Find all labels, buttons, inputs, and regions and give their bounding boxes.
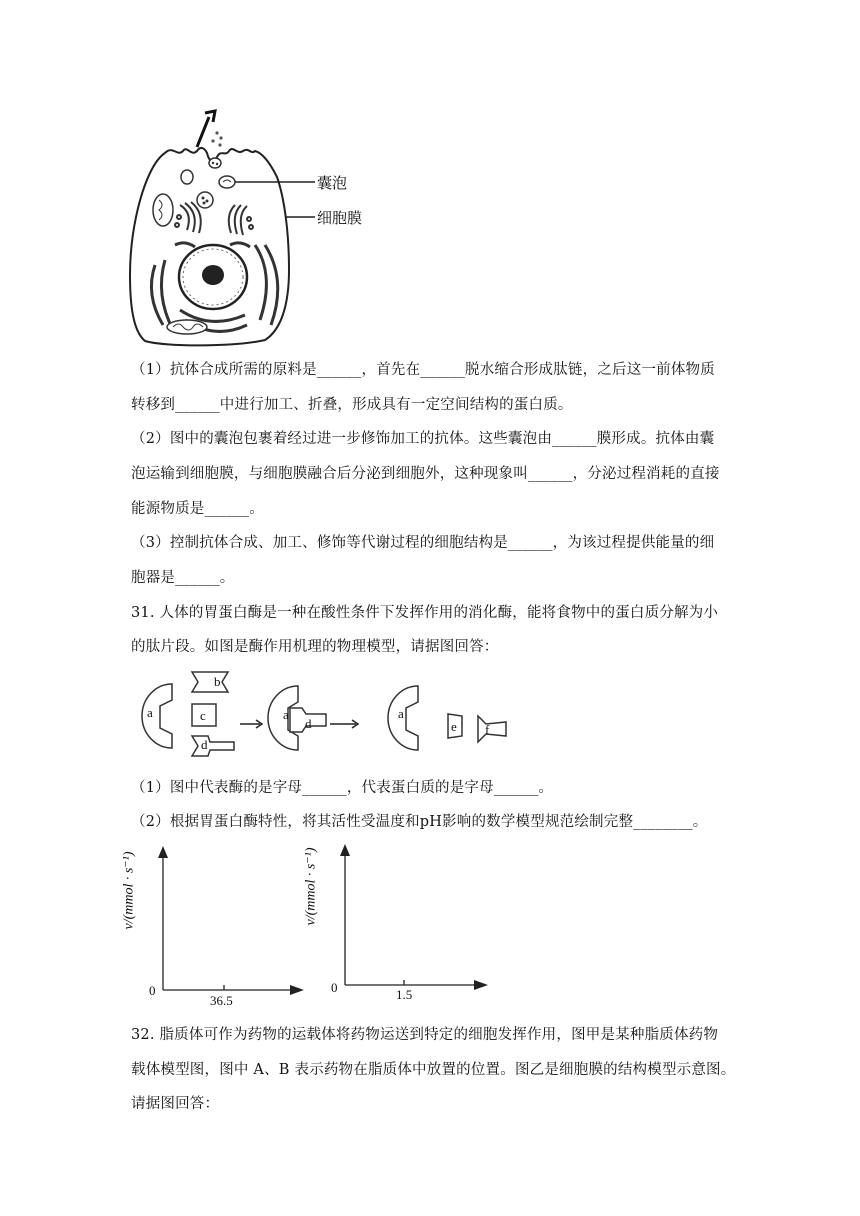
substrate-b-shape (192, 672, 228, 692)
graph-temperature-axes (140, 842, 310, 1002)
model-label-e: e (451, 719, 457, 734)
model-label-a3: a (398, 706, 404, 721)
q32-stem-line3: 请据图回答： (131, 1096, 220, 1112)
q31-sub1: （1）图中代表酶的是字母______，代表蛋白质的是字母______。 (131, 780, 554, 796)
q32-stem-line2: 载体模型图，图中 A、B 表示药物在脂质体中放置的位置。图乙是细胞膜的结构模型示意图。 (131, 1062, 736, 1078)
q30-part1-line2: 转移到______中进行加工、折叠，形成具有一定空间结构的蛋白质。 (131, 397, 573, 413)
q30-part2-line2: 泡运输到细胞膜，与细胞膜融合后分泌到细胞外，这种现象叫______，分泌过程消耗的直接 (131, 466, 720, 482)
graph2-y-label: v/(mmol · s⁻¹) (303, 847, 319, 926)
q30-part3-line2: 胞器是______。 (131, 570, 235, 586)
product-f-shape (478, 716, 506, 742)
graph1-y-label: v/(mmol · s⁻¹) (121, 851, 137, 930)
graph-ph-axes (322, 840, 492, 1000)
q32-stem-line1: 32. 脂质体可作为药物的运载体将药物运送到特定的细胞发挥作用，图甲是某种脂质体药物 (131, 1027, 719, 1043)
model-label-c: c (200, 708, 206, 723)
q30-part2-line1: （2）图中的囊泡包裹着经过进一步修饰加工的抗体。这些囊泡由______膜形成。抗体由囊 (131, 431, 715, 447)
graph2-x-tick: 1.5 (396, 987, 413, 1002)
graph1-origin: 0 (149, 983, 156, 998)
model-label-d2: d (305, 716, 312, 731)
model-label-f: f (485, 722, 490, 737)
model-label-a2: a (283, 707, 289, 722)
graph2-origin: 0 (331, 980, 338, 995)
q30-part1-line1: （1）抗体合成所需的原料是______，首先在______脱水缩合形成肽链，之后这一前体物质 (131, 362, 715, 378)
graph1-x-tick: 36.5 (210, 993, 233, 1008)
label-cell-membrane: 细胞膜 (317, 209, 363, 227)
model-label-a1: a (147, 705, 153, 720)
label-vesicle: 囊泡 (317, 174, 348, 192)
q31-sub2: （2）根据胃蛋白酶特性，将其活性受温度和pH影响的数学模型规范绘制完整________。 (131, 814, 708, 830)
enzyme-model-diagram (130, 664, 520, 764)
q31-stem-line2: 的肽片段。如图是酶作用机理的物理模型，请据图回答： (131, 639, 499, 655)
q30-part3-line1: （3）控制抗体合成、加工、修饰等代谢过程的细胞结构是______，为该过程提供能量的细 (131, 535, 715, 551)
model-label-d1: d (201, 737, 208, 752)
model-label-b: b (214, 674, 221, 689)
q30-part2-line3: 能源物质是______。 (131, 501, 264, 517)
substrate-d-shape (192, 736, 234, 756)
q31-stem-line1: 31. 人体的胃蛋白酶是一种在酸性条件下发挥作用的消化酶，能将食物中的蛋白质分解为小 (131, 605, 719, 621)
